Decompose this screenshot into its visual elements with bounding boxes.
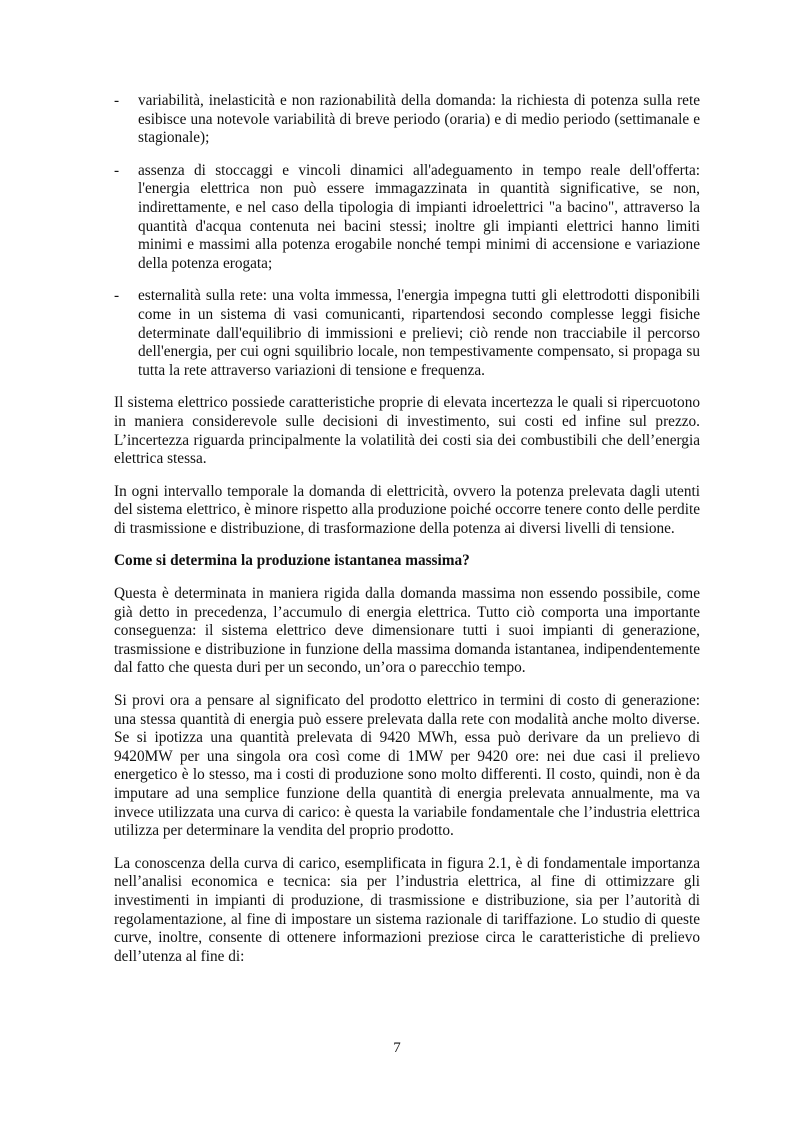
bullet-dash: -: [114, 92, 120, 109]
bullet-text: esternalità sulla rete: una volta immessa, l'energia impegna tutti gli elettrodotti disponibili come in un sistema di vasi comunicanti, ripartendosi secondo complesse leggi fisiche determinate dall'equilibrio di immissioni e prelievi; ciò rende non tracciabile il percorso dell'energia, per cui ogni squilibrio locale, non tempestivamente compensato, si propaga su tutta la rete attraverso variazioni di tensione e frequenza.: [138, 287, 700, 379]
paragraph-max-demand: Questa è determinata in maniera rigida dalla domanda massima non essendo possibile, come già detto in precedenza, l’accumulo di energia elettrica. Tutto ciò comporta una importante conseguenza: il sistema elettrico deve dimensionare tutti i suoi impianti di generazione, trasmissione e distribuzione in funzione della massima domanda istantanea, indipendentemente dal fatto che questa duri per un secondo, un’ora o parecchio tempo.: [114, 585, 700, 677]
bullet-item: [114, 162, 700, 274]
document-page: [114, 92, 700, 980]
bullet-item: [114, 92, 700, 148]
paragraph-uncertainty: Il sistema elettrico possiede caratteristiche proprie di elevata incertezza le quali si ripercuotono in maniera considerevole sulle decisioni di investimento, sui costi ed infine sul prezzo. L’incertezza riguarda principalmente la volatilità dei costi sia dei combustibili che dell’energia elettrica stessa.: [114, 394, 700, 468]
section-heading: Come si determina la produzione istantanea massima?: [114, 552, 470, 570]
bullet-text: variabilità, inelasticità e non razionabilità della domanda: la richiesta di potenza sulla rete esibisce una notevole variabilità di breve periodo (oraria) e di medio periodo (settimanale e stagionale);: [138, 92, 700, 147]
page-number: 7: [393, 1040, 401, 1056]
paragraph-generation-cost: Si provi ora a pensare al significato del prodotto elettrico in termini di costo di generazione: una stessa quantità di energia può essere prelevata dalla rete con modalità anche molto diverse. Se si ipotizza una quantità prelevata di 9420 MWh, essa può derivare da un prelievo di 9420MW per una singola ora così come di 1MW per 9420 ore: nei due casi il prelievo energetico è lo stesso, ma i costi di produzione sono molto differenti. Il costo, quindi, non è da imputare ad una semplice funzione della quantità di energia prelevata annualmente, ma va invece utilizzata una curva di carico: è questa la variabile fondamentale che l’industria elettrica utilizza per determinare la vendita del proprio prodotto.: [114, 692, 700, 840]
bullet-dash: -: [114, 161, 120, 179]
bullet-dash: -: [114, 287, 120, 305]
paragraph-demand: In ogni intervallo temporale la domanda di elettricità, ovvero la potenza prelevata dagli utenti del sistema elettrico, è minore rispetto alla produzione poiché occorre tenere conto delle perdite di trasmissione e distribuzione, di trasformazione della potenza ai diversi livelli di tensione.: [114, 482, 700, 537]
bullet-item: [114, 287, 700, 380]
bullet-text: assenza di stoccaggi e vincoli dinamici all'adeguamento in tempo reale dell'offerta: l'energia elettrica non può essere immagazzinata in quantità significative, se non, indirettamente, e nel caso della tipologia di impianti idroelettrici "a bacino", attraverso la quantità d'acqua contenuta nei bacini stessi; inoltre gli impianti elettrici hanno limiti minimi e massimi alla potenza erogabile nonché tempi minimi di accensione e variazione della potenza erogata;: [138, 161, 700, 272]
paragraph-load-curve: La conoscenza della curva di carico, esemplificata in figura 2.1, è di fondamentale importanza nell’analisi economica e tecnica: sia per l’industria elettrica, al fine di ottimizzare gli investimenti in impianti di produzione, di trasmissione e distribuzione, sia per l’autorità di regolamentazione, al fine di impostare un sistema razionale di tariffazione. Lo studio di queste curve, inoltre, consente di ottenere informazioni preziose circa le caratteristiche di prelievo dell’utenza al fine di:: [114, 854, 700, 965]
